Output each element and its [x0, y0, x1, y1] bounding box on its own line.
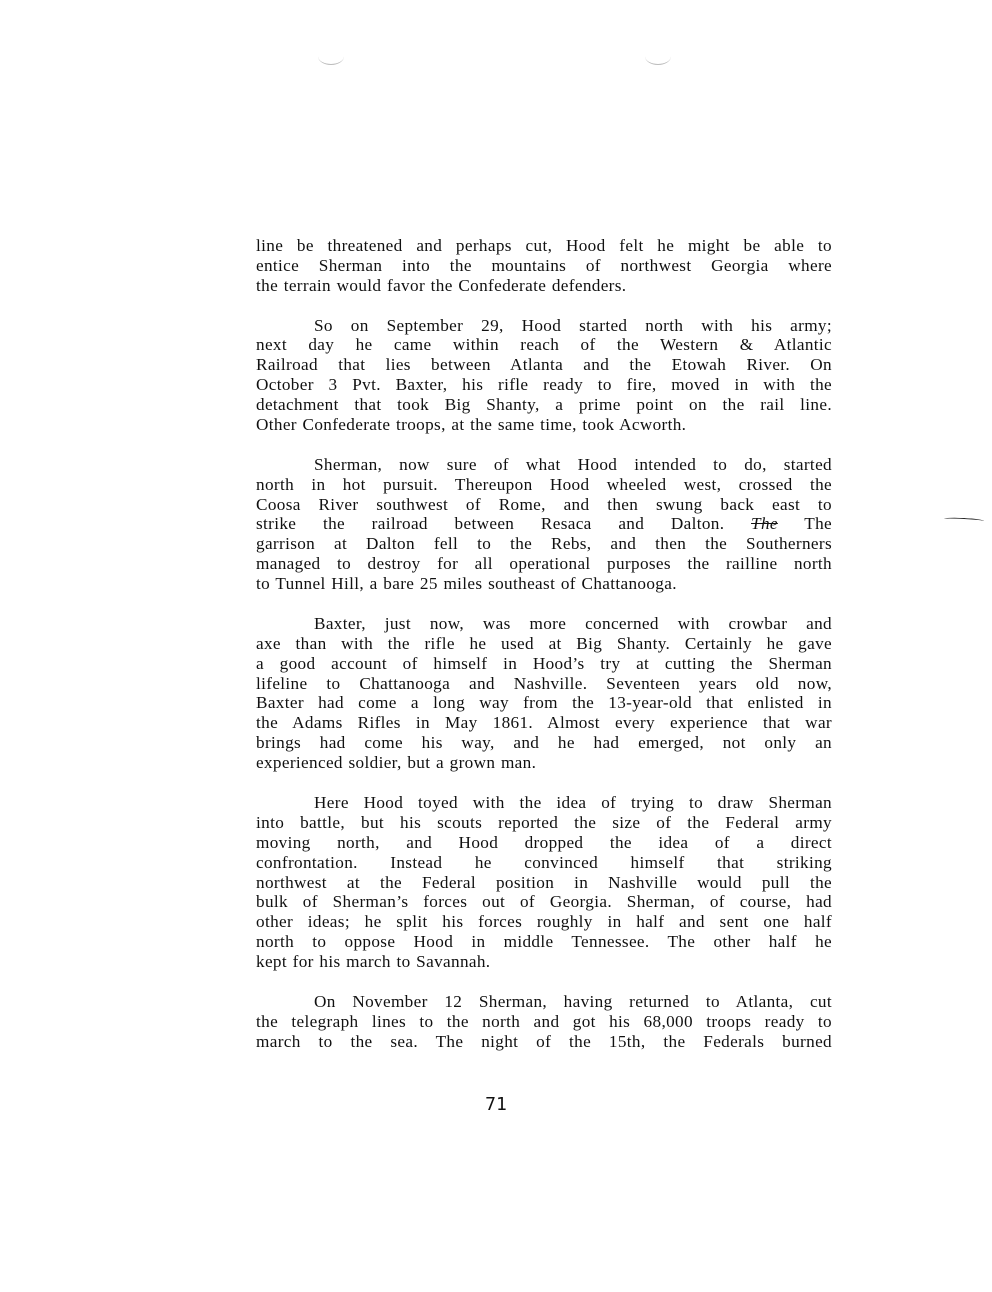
text-line: detachment that took Big Shanty, a prime point on the rail line.	[256, 395, 832, 415]
text-segment: strike the railroad between Resaca and Dalton.	[256, 514, 725, 534]
text-line: Baxter, just now, was more concerned with crowbar and	[314, 613, 832, 633]
text-line: Other Confederate troops, at the same time, took Acworth.	[256, 415, 687, 435]
text-line: confrontation. Instead he convinced himself that striking	[256, 852, 832, 872]
text-line: October 3 Pvt. Baxter, his rifle ready to fire, moved in with the	[256, 375, 832, 395]
text-line: Railroad that lies between Atlanta and the Etowah River. On	[256, 355, 832, 375]
text-line: the telegraph lines to the north and got his 68,000 troops ready to	[256, 1011, 832, 1031]
text-line: brings had come his way, and he had emerged, not only an	[256, 733, 832, 753]
text-line: Coosa River southwest of Rome, and then swung back east to	[256, 494, 832, 514]
text-line: axe than with the rifle he used at Big Shanty. Certainly he gave	[256, 633, 832, 653]
text-line: entice Sherman into the mountains of northwest Georgia where	[256, 255, 832, 275]
paragraph-3	[256, 455, 832, 594]
text-line: to Tunnel Hill, a bare 25 miles southeast of Chattanooga.	[256, 574, 677, 594]
margin-correction-mark	[944, 517, 984, 523]
text-line: bulk of Sherman’s forces out of Georgia. Sherman, of course, had	[256, 892, 832, 912]
paragraph-1	[256, 236, 832, 296]
text-line: lifeline to Chattanooga and Nashville. Seventeen years old now,	[256, 673, 832, 693]
paragraph-2	[256, 316, 832, 435]
text-line: managed to destroy for all operational purposes the railline north	[256, 554, 832, 574]
paragraph-6	[256, 992, 832, 1052]
paragraph-5	[256, 793, 832, 972]
text-line: a good account of himself in Hood’s try at cutting the Sherman	[256, 653, 832, 673]
text-line: next day he came within reach of the Western & Atlantic	[256, 335, 832, 355]
punch-hole-mark-right	[645, 48, 671, 65]
text-line: kept for his march to Savannah.	[256, 952, 491, 972]
page-number: 71	[485, 1094, 507, 1115]
text-line: moving north, and Hood dropped the idea of a direct	[256, 832, 832, 852]
text-line: experienced soldier, but a grown man.	[256, 753, 537, 773]
body-text	[256, 236, 832, 1071]
text-line: Here Hood toyed with the idea of trying to draw Sherman	[314, 792, 832, 812]
inserted-word: The	[804, 514, 832, 534]
text-line: So on September 29, Hood started north with his army;	[314, 315, 832, 335]
text-line: garrison at Dalton fell to the Rebs, and then the Southerners	[256, 534, 832, 554]
text-line: northwest at the Federal position in Nashville would pull the	[256, 872, 832, 892]
text-line: north in hot pursuit. Thereupon Hood wheeled west, crossed the	[256, 474, 832, 494]
paragraph-4	[256, 614, 832, 773]
text-line: On November 12 Sherman, having returned to Atlanta, cut	[314, 991, 832, 1011]
text-line-with-correction	[256, 514, 832, 534]
text-line: the terrain would favor the Confederate defenders.	[256, 275, 627, 295]
punch-hole-mark-left	[318, 48, 344, 65]
text-line: into battle, but his scouts reported the size of the Federal army	[256, 812, 832, 832]
struck-word: The	[751, 514, 778, 534]
text-line: march to the sea. The night of the 15th, the Federals burned	[256, 1031, 832, 1051]
text-line: line be threatened and perhaps cut, Hood felt he might be able to	[256, 236, 832, 255]
text-line: Sherman, now sure of what Hood intended to do, started	[314, 454, 832, 474]
text-line: the Adams Rifles in May 1861. Almost every experience that war	[256, 713, 832, 733]
text-line: other ideas; he split his forces roughly in half and sent one half	[256, 912, 832, 932]
text-line: Baxter had come a long way from the 13-year-old that enlisted in	[256, 693, 832, 713]
text-line: north to oppose Hood in middle Tennessee. The other half he	[256, 932, 832, 952]
